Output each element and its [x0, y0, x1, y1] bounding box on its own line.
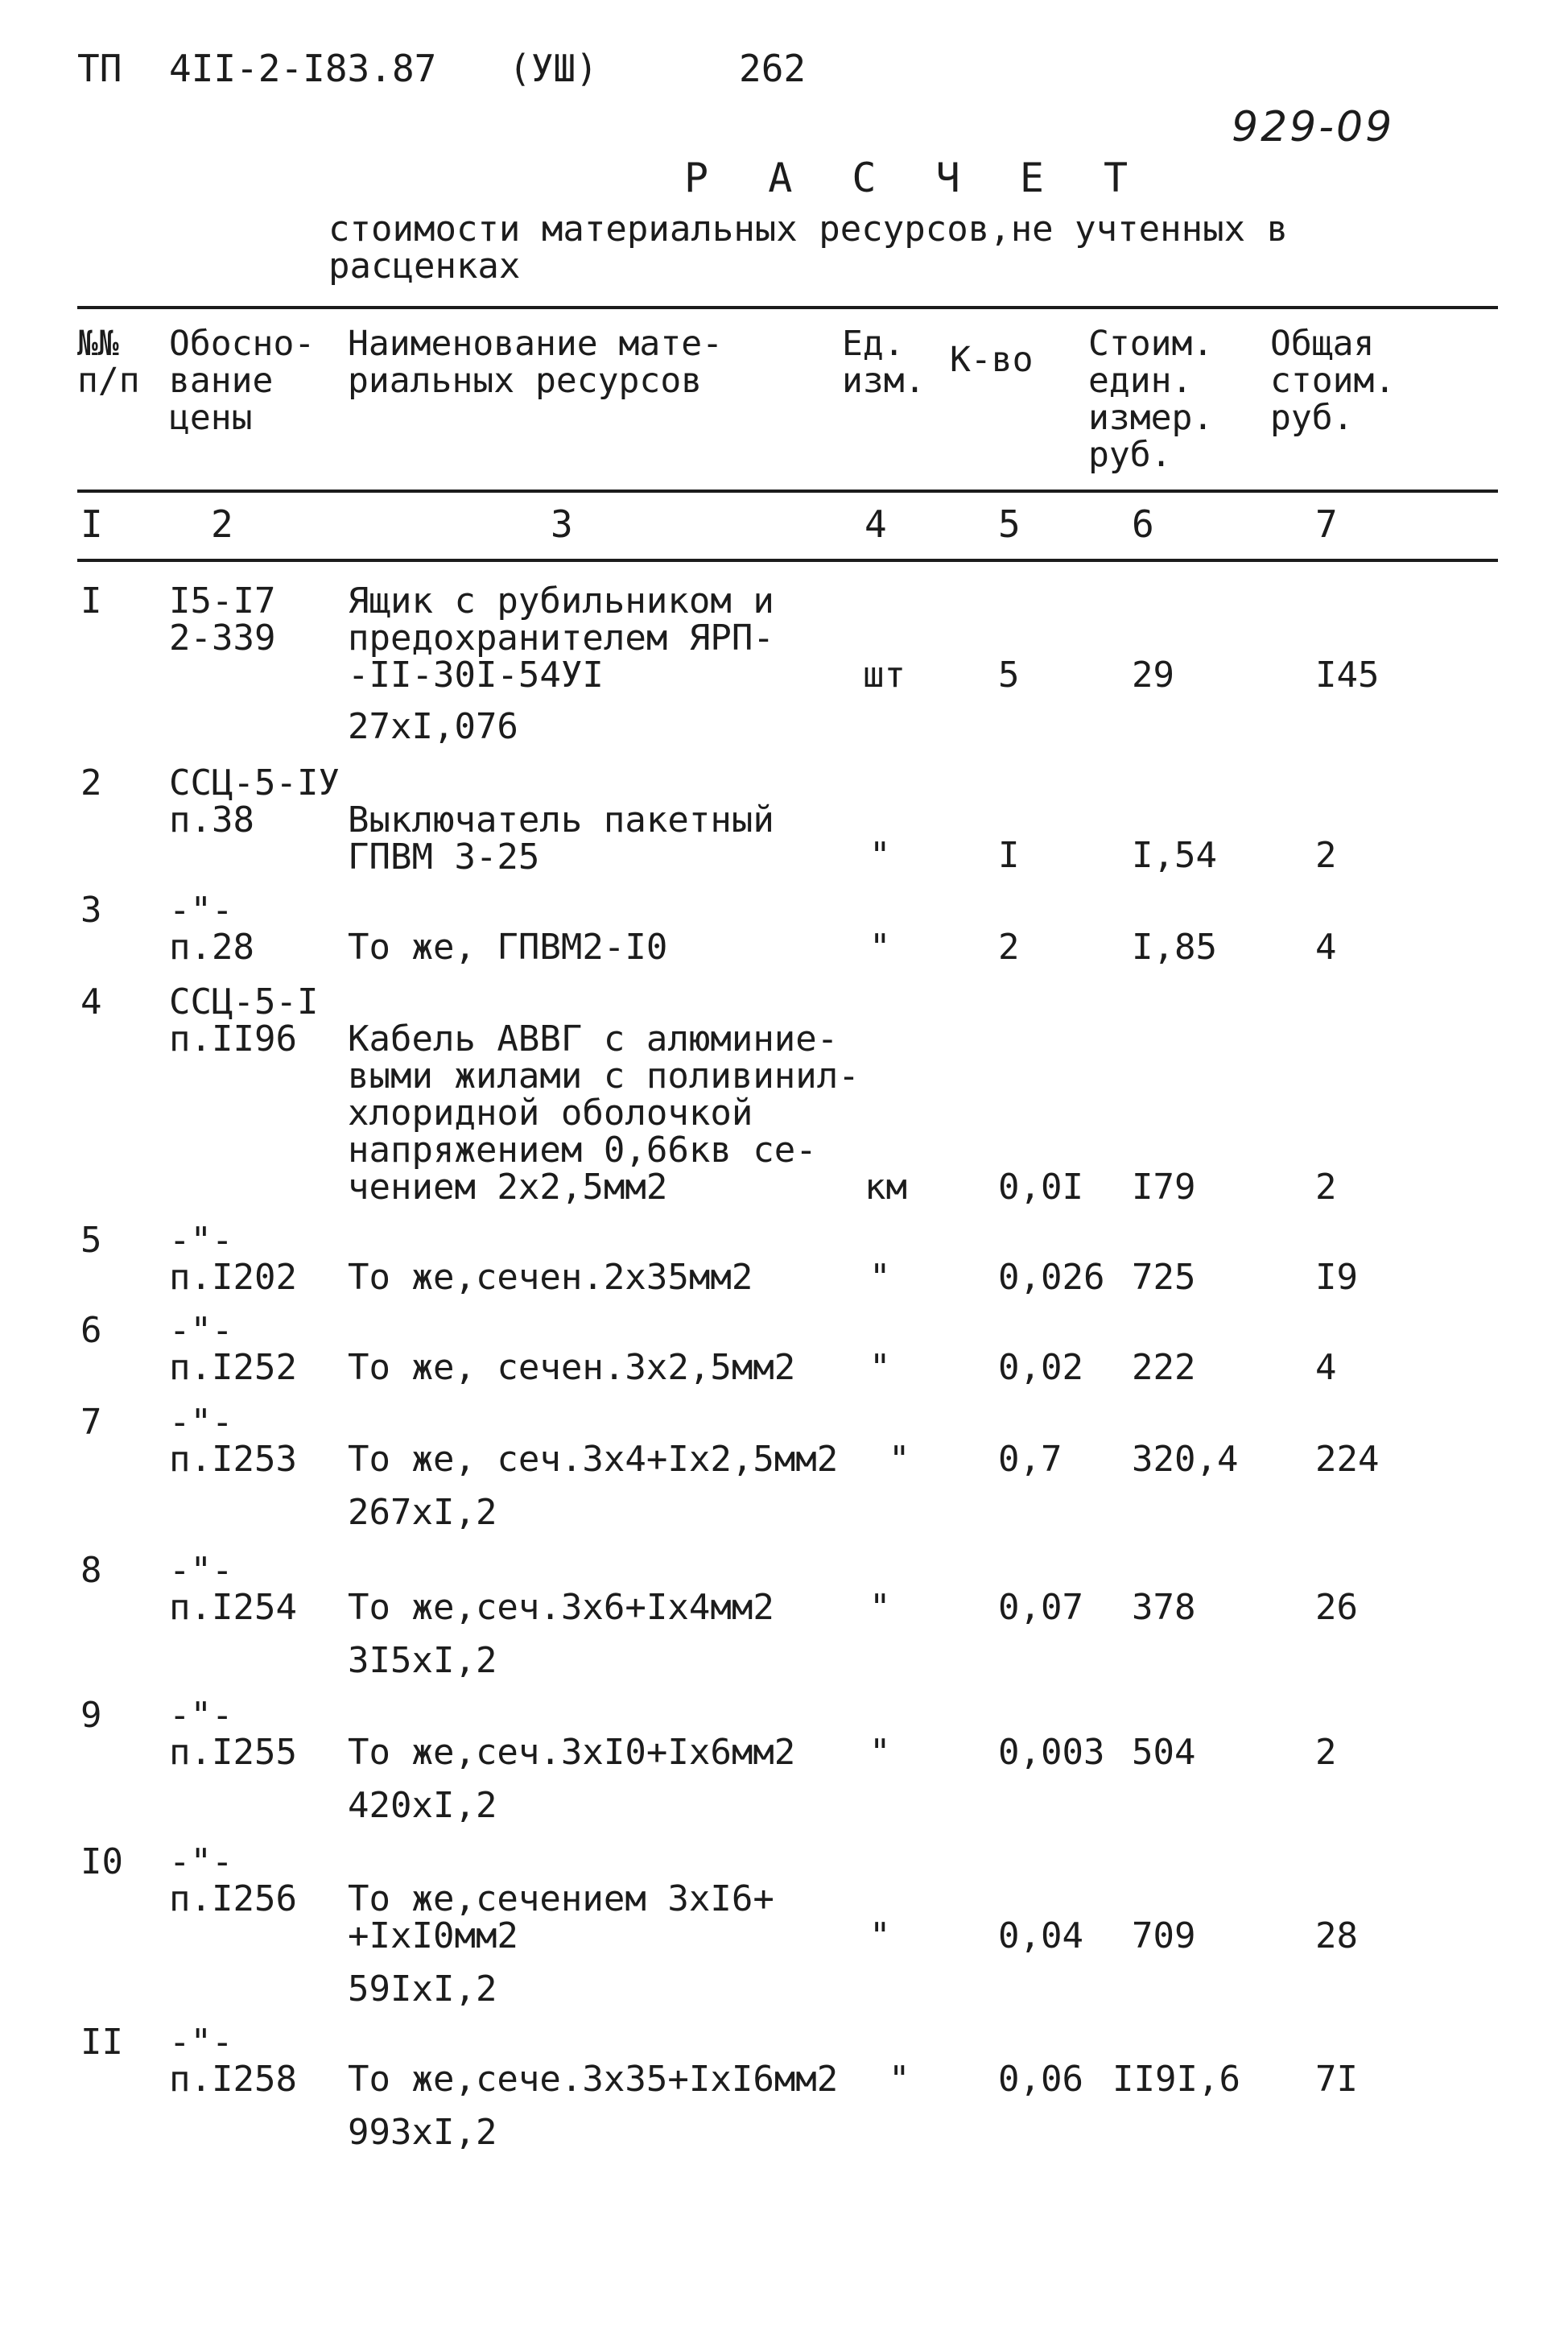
row-calc: 3I5хI,2 [348, 1640, 497, 1681]
header-total: Общая стоим. руб. [1270, 324, 1396, 438]
row-name: То же,сече.3х35+IхI6мм2 [348, 2059, 839, 2100]
row-calc: 267хI,2 [348, 1492, 497, 1533]
row-unit: " [869, 1732, 891, 1773]
row-name: Выключатель пакетный ГПВМ 3-25 [348, 799, 774, 878]
row-price: 222 [1132, 1347, 1196, 1388]
row-total: 28 [1315, 1915, 1358, 1956]
handwritten-number: 929-09 [1232, 103, 1395, 151]
row-num: 9 [80, 1695, 102, 1736]
row-name: То же,сеч.3х6+Iх4мм2 [348, 1587, 774, 1628]
row-name: То же,сеч.3хI0+Iх6мм2 [348, 1732, 796, 1773]
row-total: 7I [1315, 2059, 1358, 2100]
row-price: 378 [1132, 1587, 1196, 1628]
row-qty: 0,026 [998, 1257, 1105, 1298]
row-qty: 0,003 [998, 1732, 1105, 1773]
row-price: 320,4 [1132, 1439, 1239, 1480]
row-price: I,54 [1132, 835, 1217, 876]
row-num: I [80, 580, 102, 622]
row-basis: -"- п.I202 [169, 1220, 297, 1298]
row-unit: " [889, 1439, 910, 1480]
row-calc: 27хI,076 [348, 706, 518, 747]
header-num: №№ п/п [77, 324, 140, 401]
row-unit: " [869, 835, 891, 876]
column-number: 2 [211, 502, 233, 546]
row-name: Кабель АВВГ с алюминие- выми жилами с поливинил- хлоридной оболочкой напряжением 0,66кв се- чением 2х2,5мм2 [348, 1018, 860, 1208]
column-number: I [80, 502, 103, 546]
doc-prefix: ТП [77, 47, 122, 90]
row-basis: -"- п.I255 [169, 1695, 297, 1773]
row-num: 2 [80, 762, 102, 804]
row-price: 709 [1132, 1915, 1196, 1956]
row-basis: -"- п.I256 [169, 1841, 297, 1919]
row-total: 4 [1315, 1347, 1337, 1388]
row-num: 3 [80, 890, 102, 931]
page-number: 262 [739, 47, 807, 90]
row-num: 8 [80, 1550, 102, 1591]
row-name: То же, сеч.3х4+Iх2,5мм2 [348, 1439, 839, 1480]
row-total: I9 [1315, 1257, 1358, 1298]
row-calc: 59IхI,2 [348, 1969, 497, 2010]
header-name: Наименование мате- риальных ресурсов [348, 324, 723, 401]
column-number: 3 [551, 502, 573, 546]
row-qty: 0,7 [998, 1439, 1063, 1480]
row-qty: 0,0I [998, 1167, 1083, 1208]
page-title: Р А С Ч Е Т [684, 155, 1146, 201]
column-numbers-rule [77, 559, 1498, 562]
header-unit: Ед. изм. [842, 324, 926, 401]
row-price: II9I,6 [1112, 2059, 1240, 2100]
header-qty: К-во [950, 340, 1034, 380]
row-total: 224 [1315, 1439, 1380, 1480]
row-name: То же, сечен.3х2,5мм2 [348, 1347, 796, 1388]
row-price: 725 [1132, 1257, 1196, 1298]
row-name: Ящик с рубильником и предохранителем ЯРП- -II-30I-54УI [348, 580, 774, 696]
row-basis: -"- п.I252 [169, 1310, 297, 1388]
row-calc: 420хI,2 [348, 1785, 497, 1826]
doc-part: (УШ) [509, 47, 598, 90]
header-basis: Обосно- вание цены [169, 324, 316, 438]
row-qty: I [998, 835, 1020, 876]
doc-code: 4II-2-I83.87 [169, 47, 437, 90]
row-name: То же,сечением 3хI6+ +IхI0мм2 [348, 1878, 774, 1956]
table-top-rule [77, 306, 1498, 309]
row-name: То же,сечен.2х35мм2 [348, 1257, 753, 1298]
row-price: I,85 [1132, 927, 1217, 968]
row-basis: ССЦ-5-IУ п.38 [169, 762, 340, 841]
row-price: 504 [1132, 1732, 1196, 1773]
row-qty: 0,02 [998, 1347, 1083, 1388]
row-num: 7 [80, 1402, 102, 1443]
row-unit: " [869, 1347, 891, 1388]
page-subtitle: стоимости материальных ресурсов,не учтенных в расценках [328, 209, 1289, 287]
row-total: 2 [1315, 1167, 1337, 1208]
column-number: 5 [998, 502, 1021, 546]
row-total: 2 [1315, 835, 1337, 876]
row-price: I79 [1132, 1167, 1196, 1208]
row-unit: км [864, 1167, 907, 1208]
row-qty: 0,04 [998, 1915, 1083, 1956]
row-basis: -"- п.I254 [169, 1550, 297, 1628]
row-unit: " [869, 1915, 891, 1956]
row-unit: " [869, 927, 891, 968]
row-unit: шт [863, 655, 906, 696]
header-bottom-rule [77, 490, 1498, 493]
row-unit: " [869, 1257, 891, 1298]
row-num: 4 [80, 981, 102, 1022]
row-num: I0 [80, 1841, 123, 1882]
row-total: 26 [1315, 1587, 1358, 1628]
row-qty: 2 [998, 927, 1020, 968]
row-basis: I5-I7 2-339 [169, 580, 276, 659]
column-number: 4 [864, 502, 887, 546]
row-basis: -"- п.I258 [169, 2022, 297, 2100]
column-number: 7 [1315, 502, 1338, 546]
row-basis: -"- п.28 [169, 890, 254, 968]
row-price: 29 [1132, 655, 1174, 696]
column-number: 6 [1132, 502, 1154, 546]
header-unit-price: Стоим. един. измер. руб. [1088, 324, 1214, 475]
row-calc: 993хI,2 [348, 2112, 497, 2153]
row-num: 5 [80, 1220, 102, 1261]
row-total: 4 [1315, 927, 1337, 968]
row-unit: " [889, 2059, 910, 2100]
row-basis: ССЦ-5-I п.II96 [169, 981, 319, 1060]
row-qty: 5 [998, 655, 1020, 696]
row-qty: 0,07 [998, 1587, 1083, 1628]
row-num: II [80, 2022, 123, 2063]
row-name: То же, ГПВМ2-I0 [348, 927, 668, 968]
row-total: I45 [1315, 655, 1380, 696]
row-basis: -"- п.I253 [169, 1402, 297, 1480]
row-unit: " [869, 1587, 891, 1628]
row-qty: 0,06 [998, 2059, 1083, 2100]
row-num: 6 [80, 1310, 102, 1351]
row-total: 2 [1315, 1732, 1337, 1773]
